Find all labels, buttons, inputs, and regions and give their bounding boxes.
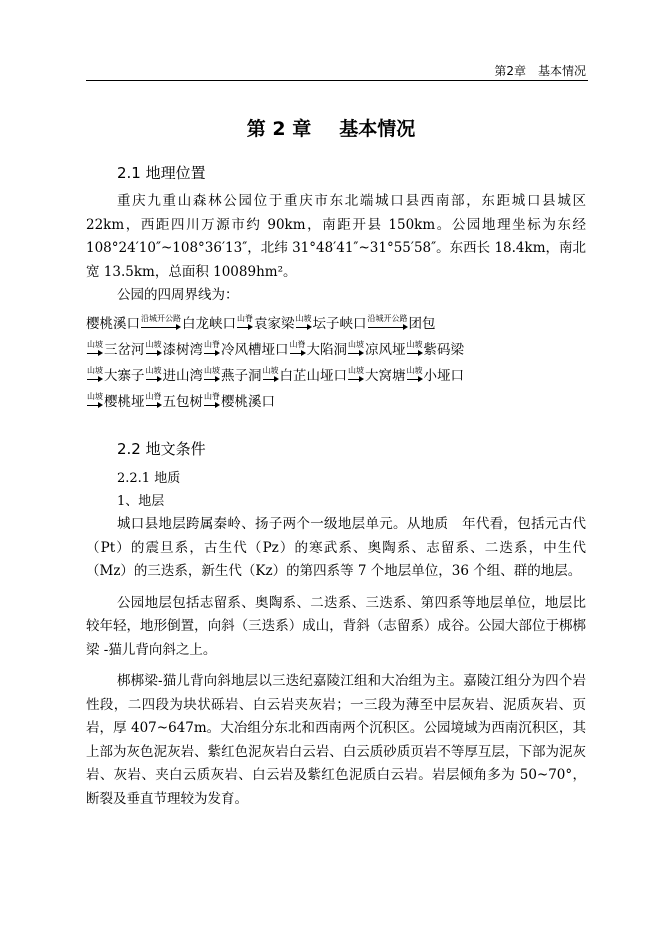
route-arrow bbox=[348, 340, 364, 356]
section-heading-2-2: 2.2 地文条件 bbox=[117, 440, 206, 458]
route-place: 樱桃溪口 bbox=[221, 394, 275, 410]
route-line bbox=[86, 390, 596, 416]
route-arrow bbox=[146, 340, 162, 356]
route-place: 凉风垭 bbox=[365, 342, 406, 358]
subsection-heading: 2.2.1 地质 bbox=[117, 471, 181, 486]
arrow-icon bbox=[87, 402, 103, 408]
arrow-icon bbox=[348, 350, 364, 356]
arrow-icon bbox=[204, 376, 220, 382]
arrow-icon bbox=[290, 350, 306, 356]
boundary-intro: 公园的四周界线为： bbox=[117, 287, 239, 303]
arrow-icon bbox=[146, 376, 162, 382]
geology-paragraph-2: 公园地层包括志留系、奥陶系、二迭系、三迭系、第四系等地层单位，地层比较年轻，地形倒置，向斜（三迭系）成山，背斜（志留系）成谷。公园大部位于梆梆梁 -猫儿背向斜之上。 bbox=[86, 594, 586, 658]
route-place: 坛子峡口 bbox=[312, 316, 367, 332]
route-arrow bbox=[87, 366, 103, 382]
arrow-icon bbox=[146, 402, 162, 408]
geology-paragraphs bbox=[86, 513, 586, 811]
route-arrow bbox=[237, 314, 253, 330]
route-line bbox=[86, 364, 596, 390]
route-arrow-label: 山坡 bbox=[87, 366, 103, 375]
route-place: 樱桃垭 bbox=[104, 394, 145, 410]
route-place: 紫码梁 bbox=[423, 342, 464, 358]
boundary-route bbox=[86, 312, 596, 416]
route-place: 五包树 bbox=[162, 394, 203, 410]
route-place: 白龙峡口 bbox=[182, 316, 236, 332]
route-arrow-label: 山坡 bbox=[262, 366, 279, 375]
route-place: 大陷洞 bbox=[306, 342, 347, 358]
route-place: 大寨子 bbox=[104, 368, 145, 384]
route-arrow bbox=[87, 340, 103, 356]
route-place: 燕子洞 bbox=[221, 368, 262, 384]
route-place: 漆树湾 bbox=[162, 342, 203, 358]
route-arrow bbox=[348, 366, 364, 382]
route-arrow-label: 山脊 bbox=[289, 340, 306, 349]
route-arrow bbox=[407, 340, 423, 356]
route-arrow-label: 山坡 bbox=[295, 314, 312, 323]
route-arrow bbox=[204, 392, 220, 408]
route-arrow-label: 沿城开公路 bbox=[367, 314, 408, 323]
route-arrow bbox=[87, 392, 103, 408]
route-arrow bbox=[204, 340, 220, 356]
arrow-icon bbox=[87, 376, 103, 382]
route-arrow-label: 山坡 bbox=[145, 340, 162, 349]
route-arrow bbox=[146, 366, 162, 382]
item-heading: 1、地层 bbox=[117, 494, 165, 509]
route-arrow-label: 山坡 bbox=[348, 366, 364, 375]
route-arrow-label: 沿城开公路 bbox=[141, 314, 181, 323]
section-heading-2-1: 2.1 地理位置 bbox=[117, 164, 206, 182]
route-arrow-label: 山脊 bbox=[145, 392, 162, 401]
arrow-icon bbox=[407, 350, 423, 356]
location-paragraph bbox=[86, 190, 586, 308]
arrow-icon bbox=[141, 324, 181, 330]
route-arrow-label: 山脊 bbox=[204, 340, 220, 349]
route-arrow bbox=[296, 314, 312, 330]
arrow-icon bbox=[204, 350, 220, 356]
arrow-icon bbox=[237, 324, 253, 330]
arrow-icon bbox=[368, 324, 408, 330]
page-header bbox=[86, 60, 588, 81]
route-place: 大窝塘 bbox=[365, 368, 406, 384]
chapter-number: 第 2 章 bbox=[246, 118, 312, 140]
route-line bbox=[86, 312, 596, 338]
route-place: 樱桃溪口 bbox=[86, 316, 140, 332]
route-arrow-label: 山脊 bbox=[204, 392, 220, 401]
route-arrow-label: 山坡 bbox=[87, 340, 103, 349]
route-place: 白芷山垭口 bbox=[279, 368, 347, 384]
paragraph-text: 重庆九重山森林公园位于重庆市东北端城口县西南部，东距城口县城区 22km，西距四川万源市约 90km，南距开县 150km。公园地理坐标为东经 108°24′10″~108°36′13″，北纬 31°48′41″~31°55′58″。东西长 18.4km，南北宽 13.5km，总面积 10089hm²。 bbox=[86, 193, 586, 280]
arrow-icon bbox=[87, 350, 103, 356]
route-arrow-label: 山坡 bbox=[406, 366, 423, 375]
route-place: 小垭口 bbox=[423, 368, 464, 384]
route-arrow bbox=[263, 366, 279, 382]
running-head: 第2章 基本情况 bbox=[494, 64, 586, 78]
route-place: 冷风槽垭口 bbox=[221, 342, 289, 358]
geology-paragraph-1: 城口县地层跨属秦岭、扬子两个一级地层单元。从地质 年代看，包括元古代（Pt）的震旦系，古生代（Pz）的寒武系、奥陶系、志留系、二迭系，中生代（Mz）的三迭系，新生代（Kz）的第四系等 7 个地层单位，36 个组、群的地层。 bbox=[86, 516, 586, 579]
route-place: 三岔河 bbox=[104, 342, 145, 358]
route-arrow-label: 山坡 bbox=[406, 340, 423, 349]
arrow-icon bbox=[263, 376, 279, 382]
arrow-icon bbox=[204, 402, 220, 408]
geology-paragraph-3: 梆梆梁-猫儿背向斜地层以三迭纪嘉陵江组和大冶组为主。嘉陵江组分为四个岩性段，二四段为块状砾岩、白云岩夹灰岩；一三段为薄至中层灰岩、泥质灰岩、页岩，厚 407~647m。大冶组分东北和西南两个沉积区。公园境域为西南沉积区，其上部为灰色泥灰岩、紫红色泥灰岩白云岩、白云质砂质页岩不等厚互层，下部为泥灰岩、灰岩、夹白云质灰岩、白云岩及紫红色泥质白云岩。岩层倾角多为 50~70°，断裂及垂直节理较为发育。 bbox=[86, 673, 586, 807]
route-arrow bbox=[368, 314, 408, 330]
route-arrow bbox=[204, 366, 220, 382]
route-arrow bbox=[141, 314, 181, 330]
chapter-title bbox=[0, 114, 662, 141]
route-arrow-label: 山坡 bbox=[145, 366, 162, 375]
route-arrow bbox=[290, 340, 306, 356]
arrow-icon bbox=[296, 324, 312, 330]
route-arrow bbox=[407, 366, 423, 382]
route-arrow-label: 山坡 bbox=[204, 366, 220, 375]
route-place: 袁家梁 bbox=[254, 316, 295, 332]
route-arrow-label: 山脊 bbox=[237, 314, 253, 323]
arrow-icon bbox=[348, 376, 364, 382]
route-arrow-label: 山坡 bbox=[348, 340, 364, 349]
chapter-name: 基本情况 bbox=[339, 118, 416, 140]
route-place: 进山湾 bbox=[162, 368, 203, 384]
arrow-icon bbox=[407, 376, 423, 382]
route-arrow bbox=[146, 392, 162, 408]
arrow-icon bbox=[146, 350, 162, 356]
route-line bbox=[86, 338, 596, 364]
route-place: 团包 bbox=[408, 316, 436, 332]
route-arrow-label: 山坡 bbox=[87, 392, 103, 401]
